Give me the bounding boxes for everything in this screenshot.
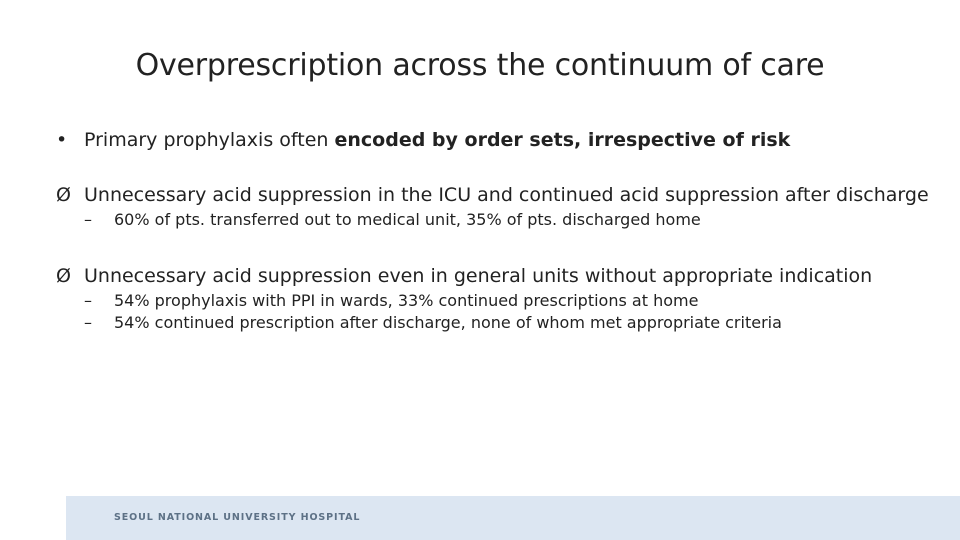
sub-bullet-text: 54% prophylaxis with PPI in wards, 33% continued prescriptions at home <box>114 291 699 310</box>
sub-bullet-icu-stats <box>56 209 936 231</box>
footer-band <box>66 496 960 540</box>
bullet-bold-text: encoded by order sets, irrespective of risk <box>334 129 791 151</box>
dash-bullet-icon: – <box>84 210 92 229</box>
sub-bullet-discharge-stats <box>56 312 936 334</box>
sub-bullet-text: 60% of pts. transferred out to medical unit, 35% of pts. discharged home <box>114 210 701 229</box>
bullet-dot-icon: • <box>56 129 68 151</box>
arrow-bullet-icon: Ø <box>56 184 71 206</box>
bullet-primary-prophylaxis <box>56 128 936 152</box>
slide-title: Overprescription across the continuum of care <box>135 48 825 83</box>
bullet-text: Unnecessary acid suppression even in general units without appropriate indication <box>84 265 873 287</box>
bullet-icu-acid-suppression <box>56 183 936 207</box>
slide-body <box>56 124 936 334</box>
bullet-general-units <box>56 264 936 288</box>
bullet-text: Unnecessary acid suppression in the ICU and continued acid suppression after discharge <box>84 184 929 206</box>
arrow-bullet-icon: Ø <box>56 265 71 287</box>
institution-name: SEOUL NATIONAL UNIVERSITY HOSPITAL <box>114 512 361 523</box>
dash-bullet-icon: – <box>84 313 92 332</box>
bullet-text: Primary prophylaxis often <box>84 129 335 151</box>
dash-bullet-icon: – <box>84 291 92 310</box>
sub-bullet-text: 54% continued prescription after discharge, none of whom met appropriate criteria <box>114 313 782 332</box>
sub-bullet-ward-stats <box>56 290 936 312</box>
